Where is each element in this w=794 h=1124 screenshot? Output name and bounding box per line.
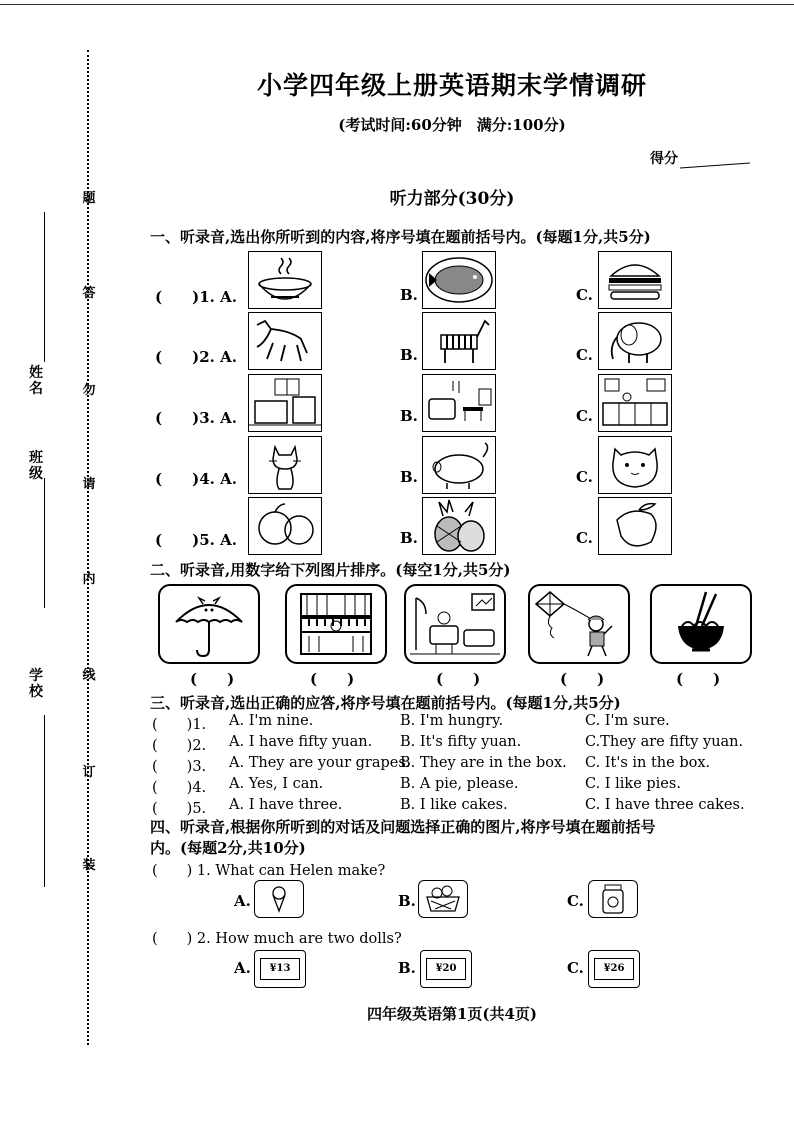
horse-icon[interactable] — [248, 312, 322, 370]
umbrella-icon[interactable] — [158, 584, 260, 664]
kitchen-icon[interactable] — [598, 374, 672, 432]
answer-blank[interactable]: ( )3. A. — [155, 409, 237, 427]
part4-heading-cont: 内。(每题2分,共10分) — [150, 839, 306, 857]
answer-blank[interactable]: ( )5. — [152, 801, 207, 817]
seal-char: 内 — [82, 572, 96, 587]
order-blank[interactable]: ( ) — [676, 670, 721, 688]
option-a: A. I have three. — [229, 797, 343, 813]
option-c: C.They are fifty yuan. — [585, 734, 744, 750]
option-b: B. — [398, 959, 416, 977]
seal-char: 答 — [82, 286, 96, 301]
seal-char: 订 — [82, 765, 96, 780]
seal-char: 勿 — [82, 383, 96, 398]
noodles-icon[interactable] — [650, 584, 752, 664]
option-b: B. A pie, please. — [400, 776, 519, 792]
cat-icon[interactable] — [248, 436, 322, 494]
order-blank[interactable]: ( ) — [560, 670, 605, 688]
order-blank[interactable]: ( ) — [190, 670, 235, 688]
hamster-icon[interactable] — [598, 436, 672, 494]
zebra-icon[interactable] — [422, 312, 496, 370]
fruit-basket-icon[interactable] — [418, 880, 468, 918]
answer-blank[interactable]: ( )1. A. — [155, 288, 237, 306]
orange-icon[interactable] — [248, 497, 322, 555]
option-c: C. — [576, 407, 593, 425]
class-field-line[interactable] — [44, 478, 45, 608]
option-b: B. — [400, 286, 418, 304]
top-rule — [0, 4, 794, 5]
order-blank[interactable]: ( ) — [436, 670, 481, 688]
option-b: B. I like cakes. — [400, 797, 508, 813]
living-room-icon[interactable] — [404, 584, 506, 664]
question-2[interactable]: ( ) 2. How much are two dolls? — [152, 931, 402, 947]
part4-heading: 四、听录音,根据你所听到的对话及问题选择正确的图片,将序号填在题前括号 — [150, 818, 656, 836]
answer-blank[interactable]: ( )5. A. — [155, 531, 237, 549]
option-c: C. — [576, 529, 593, 547]
option-c: C. — [567, 959, 584, 977]
rice-bowl-icon[interactable] — [248, 251, 322, 309]
option-b: B. — [400, 346, 418, 364]
option-c: C. I'm sure. — [585, 713, 670, 729]
option-b: B. — [398, 892, 416, 910]
option-b: B. — [400, 468, 418, 486]
hamburger-icon[interactable] — [598, 251, 672, 309]
elephant-icon[interactable] — [598, 312, 672, 370]
seal-char: 题 — [82, 191, 96, 206]
section-title: 听力部分(30分) — [389, 189, 515, 209]
name-label: 姓名 — [29, 365, 43, 397]
page-footer: 四年级英语第1页(共4页) — [366, 1005, 538, 1023]
option-a: A. I'm nine. — [229, 713, 314, 729]
pineapple-icon[interactable] — [422, 497, 496, 555]
option-c: C. — [576, 286, 593, 304]
price-tag: ¥20 — [426, 958, 466, 980]
score-field[interactable] — [680, 163, 750, 169]
part2-heading: 二、听录音,用数字给下列图片排序。(每空1分,共5分) — [150, 561, 511, 579]
mango-icon[interactable] — [598, 497, 672, 555]
price-card[interactable] — [254, 950, 306, 988]
option-c: C. — [576, 468, 593, 486]
score-label: 得分 — [650, 151, 678, 167]
page-title: 小学四年级上册英语期末学情调研 — [256, 71, 647, 100]
price-card[interactable] — [588, 950, 640, 988]
price-tag: ¥13 — [260, 958, 300, 980]
option-c: C. I like pies. — [585, 776, 681, 792]
option-a: A. — [234, 892, 251, 910]
option-b: B. They are in the box. — [400, 755, 567, 771]
option-b: B. It's fifty yuan. — [400, 734, 522, 750]
part3-heading: 三、听录音,选出正确的应答,将序号填在题前括号内。(每题1分,共5分) — [150, 694, 621, 712]
option-a: A. I have fifty yuan. — [229, 734, 373, 750]
answer-blank[interactable]: ( )4. A. — [155, 470, 237, 488]
exam-info: (考试时间:60分钟 满分:100分) — [338, 116, 566, 134]
price-tag: ¥26 — [594, 958, 634, 980]
option-c: C. It's in the box. — [585, 755, 711, 771]
kite-boy-icon[interactable] — [528, 584, 630, 664]
piano-icon[interactable] — [285, 584, 387, 664]
option-a: A. — [234, 959, 251, 977]
question-1[interactable]: ( ) 1. What can Helen make? — [152, 863, 386, 879]
seal-char: 请 — [82, 477, 96, 492]
option-b: B. — [400, 407, 418, 425]
name-field-line[interactable] — [44, 212, 45, 362]
option-b: B. I'm hungry. — [400, 713, 504, 729]
answer-blank[interactable]: ( )1. — [152, 717, 207, 733]
school-field-line[interactable] — [44, 715, 45, 887]
option-a: A. Yes, I can. — [229, 776, 324, 792]
fish-dish-icon[interactable] — [422, 251, 496, 309]
school-label: 学校 — [29, 668, 43, 700]
part1-heading: 一、听录音,选出你所听到的内容,将序号填在题前括号内。(每题1分,共5分) — [150, 228, 651, 246]
option-c: C. I have three cakes. — [585, 797, 745, 813]
option-c: C. — [576, 346, 593, 364]
order-blank[interactable]: ( ) — [310, 670, 355, 688]
seal-char: 线 — [82, 668, 96, 683]
pig-icon[interactable] — [422, 436, 496, 494]
bedroom-icon[interactable] — [248, 374, 322, 432]
answer-blank[interactable]: ( )4. — [152, 780, 207, 796]
option-a: A. They are your grapes. — [229, 755, 411, 771]
living-room-icon[interactable] — [422, 374, 496, 432]
price-card[interactable] — [420, 950, 472, 988]
class-label: 班级 — [29, 450, 43, 482]
option-c: C. — [567, 892, 584, 910]
seal-char: 装 — [82, 858, 96, 873]
answer-blank[interactable]: ( )2. — [152, 738, 207, 754]
ice-cream-icon[interactable] — [254, 880, 304, 918]
answer-blank[interactable]: ( )3. — [152, 759, 207, 775]
answer-blank[interactable]: ( )2. A. — [155, 348, 237, 366]
option-b: B. — [400, 529, 418, 547]
jam-jar-icon[interactable] — [588, 880, 638, 918]
